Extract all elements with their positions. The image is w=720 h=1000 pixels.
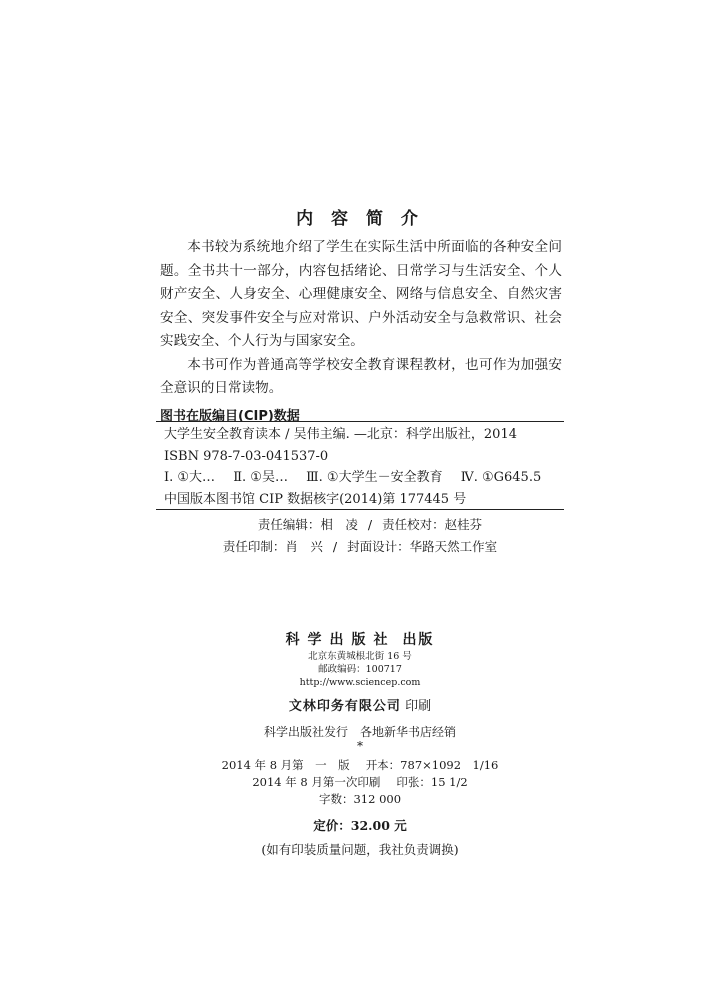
cip-bottom-rule xyxy=(156,509,564,510)
editors-credits xyxy=(0,514,720,558)
printing-info: 2014 年 8 月第一次印刷 xyxy=(252,775,381,789)
publisher-suffix: 出版 xyxy=(402,632,435,648)
credit-separator: / xyxy=(367,517,373,532)
cip-isbn-line: ISBN 978-7-03-041537-0 xyxy=(164,448,329,464)
spec-row-1 xyxy=(0,757,720,774)
cip-header: 图书在版编目(CIP)数据 xyxy=(160,409,300,424)
printer-suffix: 印刷 xyxy=(405,699,432,714)
cip-top-rule xyxy=(156,421,564,422)
cip-book-line: 大学生安全教育读本 / 吴伟主编. —北京：科学出版社，2014 xyxy=(164,427,517,442)
cip-number-line: 中国版本图书馆 CIP 数据核字(2014)第 177445 号 xyxy=(164,491,467,507)
edition-info: 2014 年 8 月第 一 版 xyxy=(221,758,350,772)
cover-design-credit: 封面设计：华路天然工作室 xyxy=(347,539,498,554)
publisher-name xyxy=(0,630,720,650)
cip-class-2: Ⅱ. ①吴… xyxy=(233,470,288,485)
cip-classification xyxy=(164,467,564,489)
credit-separator: / xyxy=(332,539,338,554)
sheets-info: 印张：15 1/2 xyxy=(396,775,468,789)
publisher-website: http://www.sciencep.com xyxy=(299,677,421,688)
print-supervisor-credit: 责任印制：肖 兴 xyxy=(222,539,323,554)
spec-row-2 xyxy=(0,774,720,791)
cip-class-3: Ⅲ. ①大学生－安全教育 xyxy=(306,470,443,485)
editors-row-2 xyxy=(0,536,720,558)
word-count: 字数：312 000 xyxy=(318,792,402,806)
proofreader-credit: 责任校对：赵桂芬 xyxy=(382,517,483,532)
star-separator: * xyxy=(357,739,363,753)
summary-paragraph: 本书可作为普通高等学校安全教育课程教材，也可作为加强安全意识的日常读物。 xyxy=(160,356,562,396)
summary-body xyxy=(160,236,562,401)
publisher-postcode: 邮政编码：100717 xyxy=(318,664,402,675)
price: 定价：32.00 元 xyxy=(313,818,407,833)
edition-specs xyxy=(0,757,720,808)
summary-title: 内 容 简 介 xyxy=(296,209,424,229)
distribution-line: 科学出版社发行 各地新华书店经销 xyxy=(263,725,456,739)
publisher-address: 北京东黄城根北街 16 号 xyxy=(308,651,412,662)
imprint-block xyxy=(0,630,720,860)
cip-class-1: Ⅰ. ①大… xyxy=(164,470,216,485)
cip-record xyxy=(164,424,564,510)
printer-name: 文林印务有限公司 xyxy=(288,699,401,714)
printer-line xyxy=(0,697,720,717)
summary-paragraph: 本书较为系统地介绍了学生在实际生活中所面临的各种安全问题。全书共十一部分，内容包括绪论、日常学习与生活安全、个人财产安全、人身安全、心理健康安全、网络与信息安全、自然灾害安全、突发事件安全与应对常识、户外活动安全与急救常识、社会实践安全、个人行为与国家安全。 xyxy=(160,239,562,349)
format-info: 开本：787×1092 1/16 xyxy=(365,758,499,772)
editor-credit: 责任编辑：相 凌 xyxy=(257,517,358,532)
quality-notice: (如有印装质量问题，我社负责调换) xyxy=(261,842,459,857)
publisher-logo-text: 科学出版社 xyxy=(285,632,396,648)
spec-row-3 xyxy=(0,791,720,808)
cip-class-4: Ⅳ. ①G645.5 xyxy=(460,470,542,485)
editors-row-1 xyxy=(0,514,720,536)
